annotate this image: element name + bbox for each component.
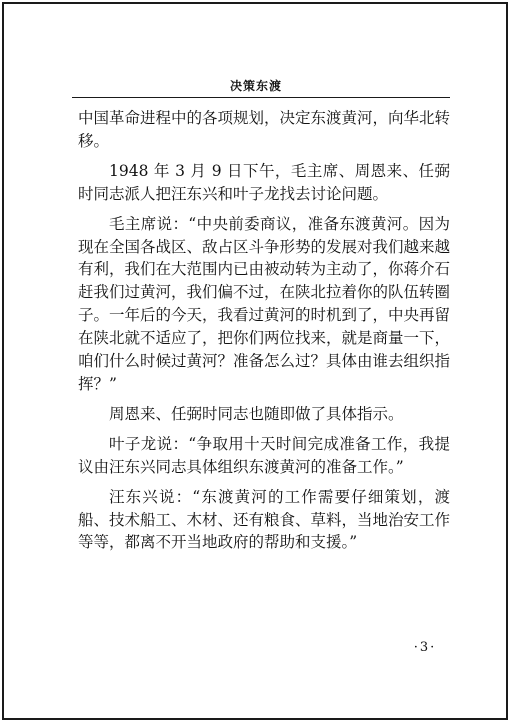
paragraph: 1948 年 3 月 9 日下午，毛主席、周恩来、任弼时同志派人把汪东兴和叶子龙找去讨论问题。 <box>78 161 450 203</box>
paragraph: 中国革命进程中的各项规划，决定东渡黄河，向华北转移。 <box>78 109 451 150</box>
header-rule <box>72 97 450 98</box>
running-header-title: 决策东渡 <box>229 79 282 93</box>
paragraph: 周恩来、任弼时同志也随即做了具体指示。 <box>109 404 404 423</box>
page-number: ·3· <box>413 640 437 655</box>
paragraph: 汪东兴说：“东渡黄河的工作需要仔细策划，渡船、技术船工、木材、还有粮食、草料，当地治安工作等等，都离不开当地政府的帮助和支援。” <box>78 487 451 552</box>
body-text <box>78 107 450 561</box>
paragraph: 毛主席说：“中央前委商议，准备东渡黄河。因为现在全国各战区、敌占区斗争形势的发展对我们越来越有利，我们在大范围内已由被动转为主动了，你蒋介石赶我们过黄河，我们偏不过，在陕北拉着你的队伍转圈子。一年后的今天，我看过黄河的时机到了，中央再留在陕北就不适应了，把你们两位找来，就是商量一下，咱们什么时候过黄河？准备怎么过？具体由谁去组织指挥？” <box>78 214 451 393</box>
paragraph: 叶子龙说：“争取用十天时间完成准备工作，我提议由汪东兴同志具体组织东渡黄河的准备工作。” <box>78 434 450 476</box>
